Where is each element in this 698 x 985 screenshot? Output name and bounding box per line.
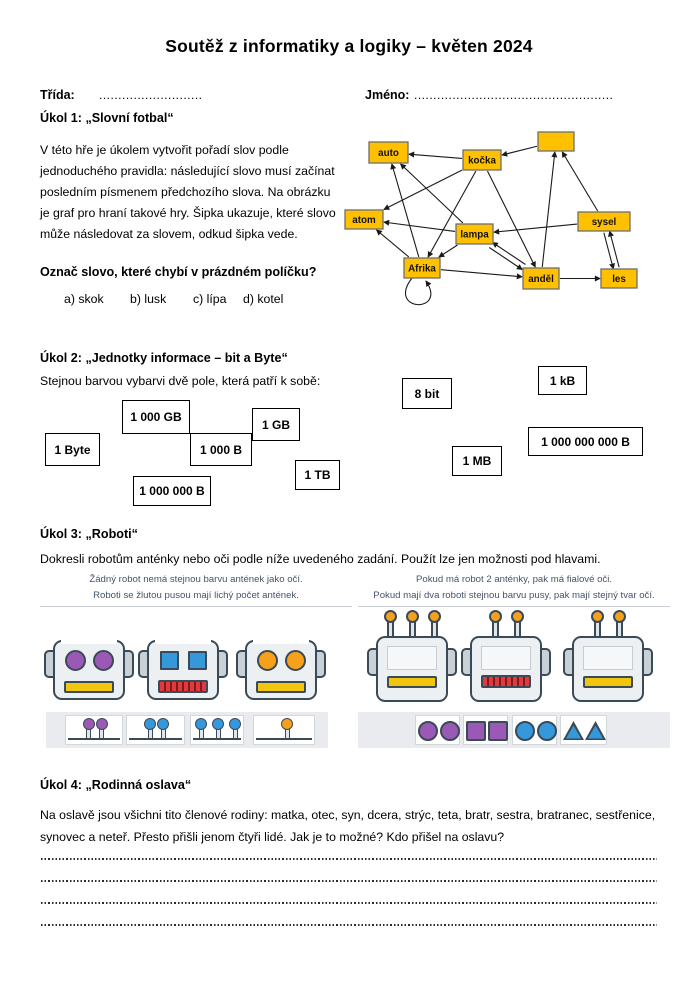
graph-edge-kocka-auto — [409, 154, 462, 158]
task1-question: Označ slovo, které chybí v prázdném políčku? — [40, 265, 317, 279]
eye-option-triangle-blue[interactable] — [560, 715, 607, 745]
svg-text:lampa: lampa — [460, 229, 489, 241]
graph-node-sysel — [578, 212, 630, 231]
antenna-blank-area[interactable] — [61, 610, 117, 644]
svg-text:auto: auto — [378, 148, 399, 159]
antenna-tip — [384, 610, 397, 623]
class-label: Třída: — [40, 88, 75, 102]
unit-box-8-bit[interactable]: 8 bit — [402, 378, 452, 409]
robot — [139, 610, 227, 706]
task2-heading: Úkol 2: „Jednotky informace – bit a Byte“ — [40, 351, 288, 365]
square-shape — [466, 721, 486, 741]
graph-node-empty — [538, 132, 574, 151]
unit-box-1-byte[interactable]: 1 Byte — [45, 433, 100, 466]
word-football-graph — [340, 122, 698, 318]
divider-line — [358, 606, 670, 607]
antenna-tip — [144, 718, 156, 730]
antenna-baseline — [129, 738, 182, 741]
robot-eye — [93, 650, 114, 671]
antenna-blank-area[interactable] — [155, 610, 211, 644]
eyes-blank-area[interactable] — [387, 646, 437, 670]
unit-box-1-gb[interactable]: 1 GB — [252, 408, 300, 441]
triangle-shape — [563, 721, 584, 740]
eye-option-square-purple[interactable] — [463, 715, 508, 745]
antenna-tip — [229, 718, 241, 730]
task3-instruction: Dokresli robotům anténky nebo oči podle níže uvedeného zadání. Použít lze jen možnosti pod hlavami. — [40, 552, 601, 566]
answer-line-3[interactable] — [41, 902, 657, 904]
eyes-blank-area[interactable] — [481, 646, 531, 670]
graph-node-les — [601, 269, 637, 288]
circle-shape — [515, 721, 535, 741]
robot — [462, 610, 550, 706]
graph-node-kocka — [463, 150, 501, 170]
unit-box-1-000-b[interactable]: 1 000 B — [190, 433, 252, 466]
eye-option-circle-purple[interactable] — [415, 715, 460, 745]
antenna-option-2-blue[interactable] — [126, 715, 185, 745]
task1-option-b[interactable]: b) lusk — [130, 292, 167, 306]
antenna-tip — [591, 610, 604, 623]
unit-box-1-000-000-000-b[interactable]: 1 000 000 000 B — [528, 427, 643, 456]
unit-box-1-kb[interactable]: 1 kB — [538, 366, 587, 395]
antenna-tip — [195, 718, 207, 730]
unit-box-1-mb[interactable]: 1 MB — [452, 446, 502, 476]
graph-edge-lampa-auto — [401, 164, 463, 223]
graph-edge-afrika-andel — [441, 270, 522, 277]
answer-line-1[interactable] — [41, 858, 657, 860]
antenna-option-1-orange[interactable] — [253, 715, 315, 745]
robot-left-rule-1: Žádný robot nemá stejnou barvu antének jako očí. — [89, 574, 303, 585]
robot-eye — [188, 651, 207, 670]
graph-node-atom — [345, 210, 383, 229]
robot-eye — [257, 650, 278, 671]
svg-text:atom: atom — [352, 215, 376, 226]
circle-shape — [440, 721, 460, 741]
robot-mouth — [481, 675, 531, 688]
antenna-tip — [83, 718, 95, 730]
eye-options-strip — [358, 712, 670, 748]
task1-paragraph: V této hře je úkolem vytvořit pořadí slov podle jednoduchého pravidla: následující slovo musí začínat posledním písmenem předchozího slova. Na obrázku je graf pro hraní takové hry. Šipka ukazuje, které slovo může následovat za slovem, odkud šipka vede. — [40, 143, 336, 241]
graph-edge-andel-empty — [542, 152, 555, 267]
robot-mouth — [158, 680, 208, 693]
svg-text:kočka: kočka — [468, 155, 496, 167]
eye-option-circle-blue[interactable] — [512, 715, 557, 745]
graph-edge-sysel-lampa — [494, 224, 577, 232]
eyes-blank-area[interactable] — [583, 646, 633, 670]
antenna-tip — [428, 610, 441, 623]
task1-heading: Úkol 1: „Slovní fotbal“ — [40, 111, 174, 125]
antenna-tip — [157, 718, 169, 730]
page-title: Soutěž z informatiky a logiky – květen 2024 — [165, 36, 533, 56]
graph-edge-empty-kocka — [502, 146, 537, 155]
graph-node-andel — [523, 268, 559, 289]
unit-box-1-000-000-b[interactable]: 1 000 000 B — [133, 476, 211, 506]
graph-node-lampa — [456, 224, 493, 244]
antenna-tip — [489, 610, 502, 623]
graph-node-afrika — [404, 258, 440, 278]
divider-line — [40, 606, 352, 607]
task1-option-a[interactable]: a) skok — [64, 292, 104, 306]
task1-option-c[interactable]: c) lípa — [193, 292, 227, 306]
graph-self-loop — [406, 278, 431, 305]
robot-group-left — [40, 572, 352, 754]
answer-line-2[interactable] — [41, 880, 657, 882]
robot-mouth — [583, 676, 633, 688]
graph-edge-lampa-afrika — [439, 245, 458, 257]
name-field[interactable]: .................................................... — [414, 88, 614, 102]
task2-instruction: Stejnou barvou vybarvi dvě pole, která patří k sobě: — [40, 374, 321, 388]
svg-text:Afrika: Afrika — [408, 263, 436, 275]
antenna-blank-area[interactable] — [253, 610, 309, 644]
antenna-tip — [406, 610, 419, 623]
antenna-tip — [281, 718, 293, 730]
circle-shape — [418, 721, 438, 741]
robot-mouth — [64, 681, 114, 693]
robot-eye — [65, 650, 86, 671]
antenna-tip — [212, 718, 224, 730]
robot-mouth — [387, 676, 437, 688]
antenna-option-2-purple[interactable] — [65, 715, 123, 745]
antenna-tip — [613, 610, 626, 623]
robot-right-rule-2: Pokud mají dva roboti stejnou barvu pusy, pak mají stejný tvar očí. — [373, 590, 655, 601]
robot — [368, 610, 456, 706]
svg-text:les: les — [612, 274, 626, 285]
graph-edge-kocka-andel — [487, 171, 535, 267]
triangle-shape — [585, 721, 606, 740]
square-shape — [488, 721, 508, 741]
robot-right-rule-1: Pokud má robot 2 anténky, pak má fialové oči. — [415, 574, 613, 585]
robot-eye — [160, 651, 179, 670]
graph-edge-sysel-empty — [562, 152, 597, 211]
unit-box-1-000-gb[interactable]: 1 000 GB — [122, 400, 190, 434]
svg-text:anděl: anděl — [528, 274, 554, 285]
answer-line-4[interactable] — [41, 924, 657, 926]
robot-group-right — [358, 572, 670, 754]
robot-left-rule-2: Roboti se žlutou pusou mají lichý počet antének. — [93, 590, 299, 601]
task3-heading: Úkol 3: „Roboti“ — [40, 527, 138, 541]
robot-mouth — [256, 681, 306, 693]
graph-node-auto — [369, 142, 408, 163]
robot — [237, 610, 325, 706]
antenna-tip — [511, 610, 524, 623]
antenna-tip — [96, 718, 108, 730]
antenna-options-strip — [46, 712, 328, 748]
robot — [45, 610, 133, 706]
antenna-option-3-blue[interactable] — [190, 715, 244, 745]
unit-box-1-tb[interactable]: 1 TB — [295, 460, 340, 490]
name-label: Jméno: — [365, 88, 410, 102]
task1-option-d[interactable]: d) kotel — [243, 292, 284, 306]
robot — [564, 610, 652, 706]
task4-heading: Úkol 4: „Rodinná oslava“ — [40, 778, 192, 792]
graph-edge-afrika-atom — [377, 230, 409, 257]
class-field[interactable]: ........................... — [99, 88, 203, 102]
robot-eye — [285, 650, 306, 671]
task4-paragraph: Na oslavě jsou všichni tito členové rodiny: matka, otec, syn, dcera, strýc, teta, bratr, sestra, bratranec, sestřenice, synovec a neteř. Přesto přišli jenom čtyři lidé. Jak je to možné? Kdo přišel na oslavu? — [40, 808, 656, 844]
svg-text:sysel: sysel — [591, 217, 617, 228]
antenna-baseline — [68, 738, 120, 741]
circle-shape — [537, 721, 557, 741]
